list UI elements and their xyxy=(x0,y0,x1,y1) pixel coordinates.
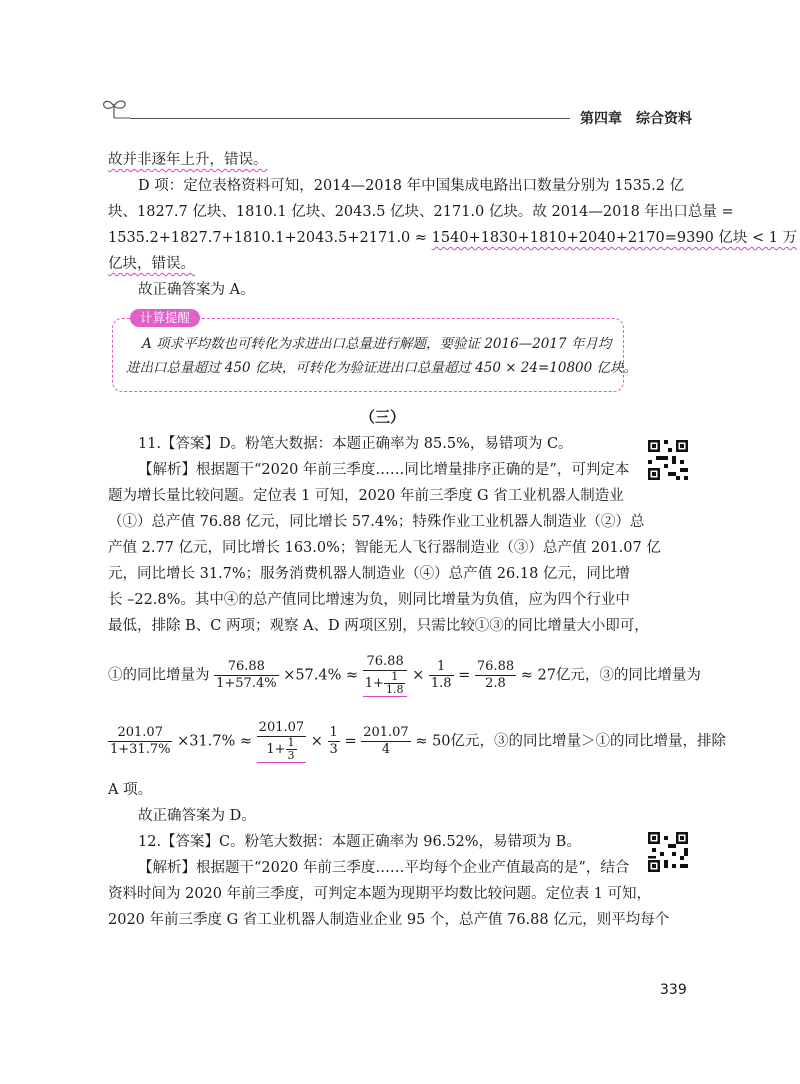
text-line: 故并非逐年上升，错误。 xyxy=(108,152,268,168)
fraction: $\frac{1}{1.8}$ xyxy=(430,659,452,691)
text-line: 【解析】根据题干“2020 年前三季度……同比增量排序正确的是”，可判定本 xyxy=(138,462,630,478)
chapter-label: 第四章 xyxy=(580,111,622,127)
fraction: $\frac{1}{3}$ xyxy=(329,725,338,757)
text-line: 故正确答案为 A。 xyxy=(138,282,255,298)
text-line: （①）总产值 76.88 亿元，同比增长 57.4%；特殊作业工业机器人制造业（②）总 xyxy=(108,514,645,530)
fraction: 201.07 1+ $\frac{1}{3}$ xyxy=(258,720,305,762)
text-line: 故正确答案为 D。 xyxy=(138,808,256,824)
fraction: $\frac{201.07}{4}$ xyxy=(363,725,409,757)
text-line: 11.【答案】D。粉笔大数据：本题正确率为 85.5%，易错项为 C。 xyxy=(138,436,573,452)
text-line: 元，同比增长 31.7%；服务消费机器人制造业（④）总产值 26.18 亿元，同比增 xyxy=(108,566,630,582)
text-line: D 项：定位表格资料可知，2014—2018 年中国集成电路出口数量分别为 1535.2 亿 xyxy=(138,178,685,194)
text-line: 最低，排除 B、C 两项；观察 A、D 两项区别，只需比较①③的同比增量大小即可， xyxy=(108,618,649,634)
math-line: ①的同比增量为 $\frac{76.88}{1+57.4\%}$ ×57.4% ≈ 76.88 1+ $\frac{1}{1.8}$ × $\frac{1}{1.8}$ = $\frac{76.88}{2.8}$ ≈ 27亿元，③的同比增量为 xyxy=(108,654,701,696)
tip-text: A 项求平均数也可转化为求进出口总量进行解题，要验证 2016—2017 年月均 xyxy=(142,336,612,352)
sprout-icon xyxy=(100,96,130,120)
text-line: 【解析】根据题干“2020 年前三季度……平均每个企业产值最高的是”，结合 xyxy=(138,860,630,876)
text-line: 题为增长量比较问题。定位表 1 可知，2020 年前三季度 G 省工业机器人制造业 xyxy=(108,488,624,504)
tip-text: 进出口总量超过 450 亿块，可转化为验证进出口总量超过 450 × 24=10800 亿块。 xyxy=(126,360,638,376)
text-line: 长 –22.8%。其中④的总产值同比增速为负，则同比增量为负值，应为四个行业中 xyxy=(108,592,630,608)
text-line: 1535.2+1827.7+1810.1+2043.5+2171.0 ≈ 1540+1830+1810+2040+2170=9390 亿块 < 1 万 xyxy=(108,230,798,246)
header-rule xyxy=(130,118,570,119)
section-label: 综合资料 xyxy=(636,111,692,127)
text-line: 产值 2.77 亿元，同比增长 163.0%；智能无人飞行器制造业（③）总产值 201.07 亿 xyxy=(108,540,661,556)
page-number: 339 xyxy=(660,982,687,998)
fraction: $\frac{201.07}{1+31.7\%}$ xyxy=(110,725,171,757)
fraction: $\frac{76.88}{2.8}$ xyxy=(476,659,515,691)
text-line: 2020 年前三季度 G 省工业机器人制造业企业 95 个，总产值 76.88 亿元，则平均每个 xyxy=(108,912,670,928)
text-line: 资料时间为 2020 年前三季度，可判定本题为现期平均数比较问题。定位表 1 可知， xyxy=(108,886,652,902)
text-line: A 项。 xyxy=(108,782,153,798)
qr-code-icon xyxy=(648,832,688,872)
text-line: 12.【答案】C。粉笔大数据：本题正确率为 96.52%，易错项为 B。 xyxy=(138,834,581,850)
qr-code-icon xyxy=(648,440,688,480)
math-line: $\frac{201.07}{1+31.7\%}$ ×31.7% ≈ 201.07 1+ $\frac{1}{3}$ × $\frac{1}{3}$ = $\frac{201.07}{4}$ ≈ 50亿元，③的同比增量＞①的同比增量，排除 xyxy=(110,720,727,762)
text-line: 块、1827.7 亿块、1810.1 亿块、2043.5 亿块、2171.0 亿块。故 2014—2018 年出口总量 = xyxy=(108,204,734,220)
section-title: （三） xyxy=(360,408,406,426)
text-line: 亿块，错误。 xyxy=(108,256,195,272)
tip-box xyxy=(112,318,624,392)
fraction: $\frac{76.88}{1+57.4\%}$ xyxy=(216,659,277,691)
tip-badge: 计算提醒 xyxy=(130,309,200,327)
fraction: 76.88 1+ $\frac{1}{1.8}$ xyxy=(363,654,408,697)
